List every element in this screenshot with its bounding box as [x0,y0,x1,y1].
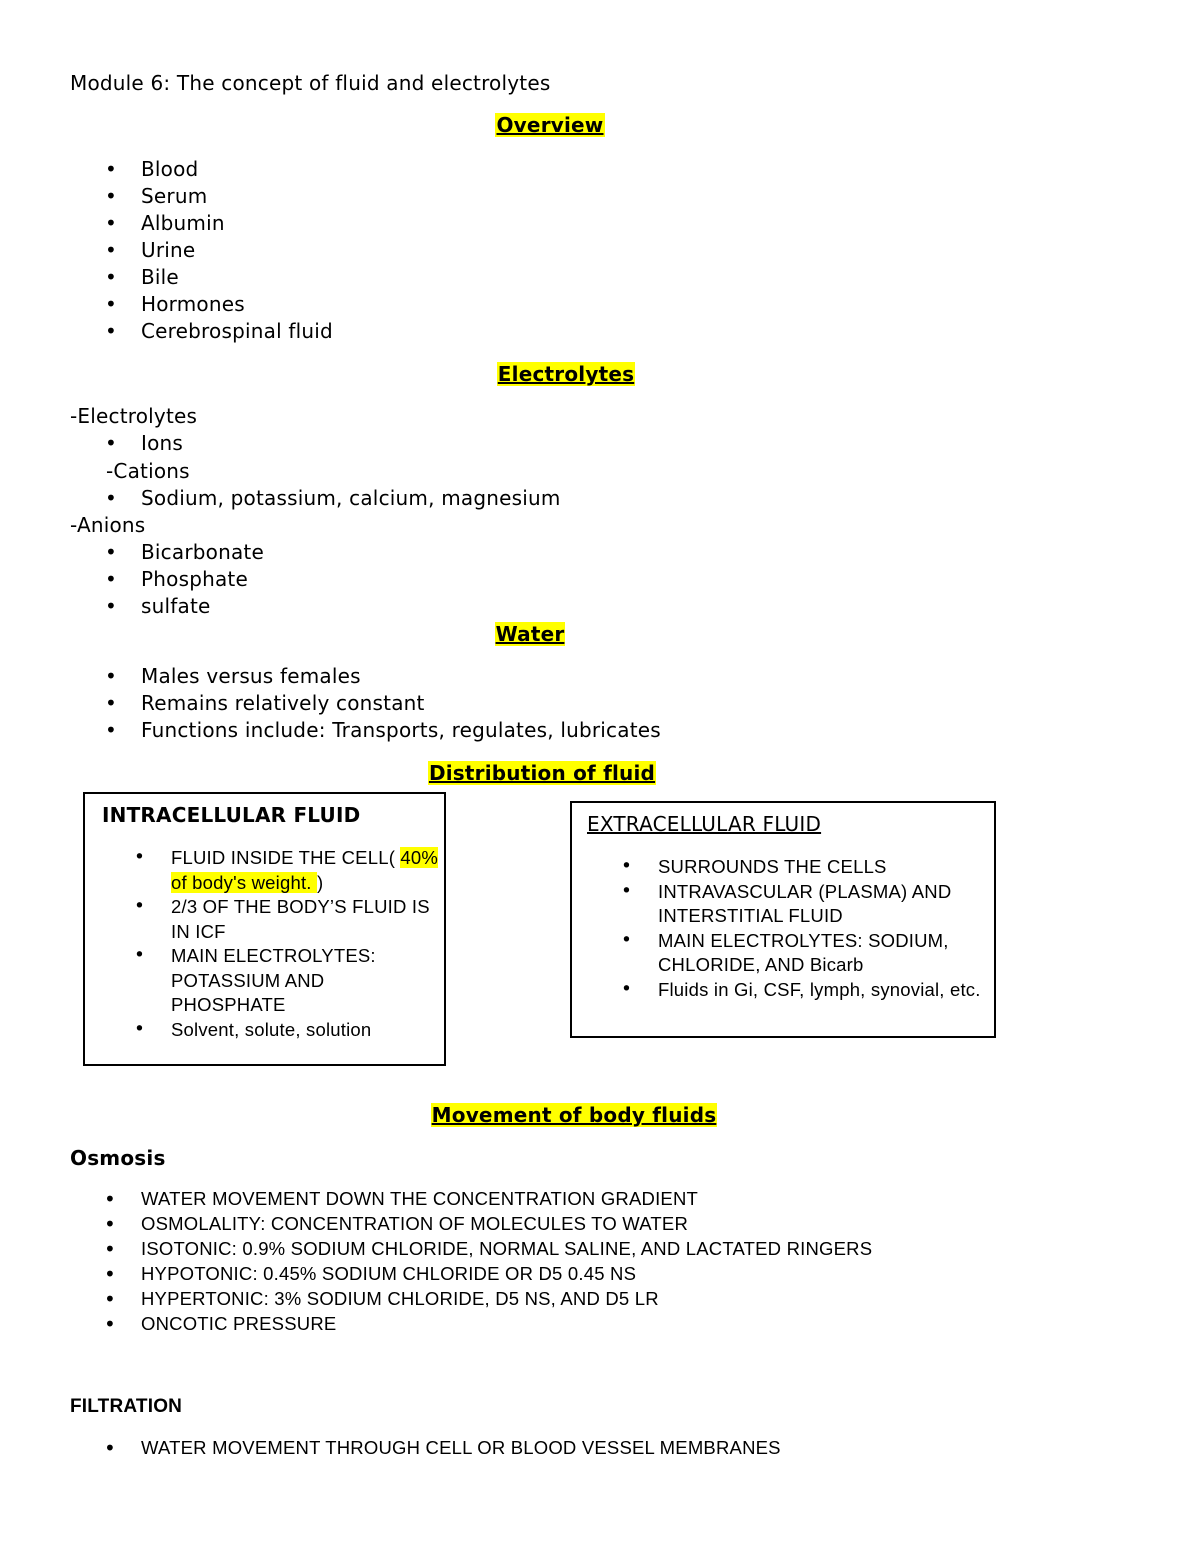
bullet-icon: • [104,1287,116,1311]
bullet-icon: • [105,594,117,618]
list-item: • Urine [105,238,196,262]
filtration-label: FILTRATION [70,1396,183,1417]
list-item: • Bicarbonate [105,540,264,564]
water-heading-wrap [0,620,1130,648]
bullet-icon: • [104,1212,116,1236]
distribution-heading: Distribution of fluid [428,761,656,785]
list-item: • WATER MOVEMENT THROUGH CELL OR BLOOD VESSEL MEMBRANES [104,1436,781,1460]
list-item: • Remains relatively constant [105,691,425,715]
bullet-icon: • [134,896,146,917]
list-item: • Functions include: Transports, regulates, lubricates [105,718,661,742]
cations-label: -Cations [106,459,190,483]
bullet-icon: • [105,292,117,316]
water-heading: Water [495,622,565,646]
list-item: • SURROUNDS THE CELLS [658,855,988,880]
bullet-icon: • [134,945,146,966]
anions-label: -Anions [70,513,146,537]
electrolytes-heading: Electrolytes [497,362,635,386]
osmosis-label: Osmosis [70,1146,166,1170]
bullet-icon: • [621,978,633,1000]
bullet-icon: • [104,1187,116,1211]
list-item: • sulfate [105,594,211,618]
bullet-icon: • [621,880,633,902]
extracellular-fluid-box [570,801,996,1038]
list-item: • MAIN ELECTROLYTES: POTASSIUM AND PHOSPHATE [134,945,376,1015]
electrolytes-heading-wrap [0,360,1166,388]
list-item: • Cerebrospinal fluid [105,319,333,343]
list-item: • Albumin [105,211,225,235]
cations-list [105,485,561,512]
icf-list [134,846,441,1042]
bullet-icon: • [104,1436,116,1460]
bullet-icon: • [104,1237,116,1261]
electrolytes-label: -Electrolytes [70,404,198,428]
list-item: • OSMOLALITY: CONCENTRATION OF MOLECULES TO WATER [104,1212,689,1236]
bullet-icon: • [105,431,117,455]
list-item: • Males versus females [105,664,361,688]
page-title: Module 6: The concept of fluid and electrolytes [70,71,551,95]
bullet-icon: • [621,856,633,877]
ecf-title: EXTRACELLULAR FLUID [587,812,822,836]
movement-heading: Movement of body fluids [431,1103,717,1127]
bullet-icon: • [105,718,117,742]
overview-list [105,156,333,345]
bullet-icon: • [105,664,117,688]
list-item: • Solvent, solute, solution [171,1018,441,1043]
ions-list [105,430,184,457]
overview-heading-wrap [0,111,1150,139]
bullet-icon: • [104,1312,116,1336]
list-item: • WATER MOVEMENT DOWN THE CONCENTRATION GRADIENT [104,1187,699,1211]
bullet-icon: • [105,691,117,715]
distribution-heading-wrap [0,759,1142,787]
list-item: • Ions [105,431,184,455]
movement-heading-wrap [0,1101,1174,1129]
list-item: • ISOTONIC: 0.9% SODIUM CHLORIDE, NORMAL SALINE, AND LACTATED RINGERS [104,1237,873,1261]
bullet-icon: • [134,1018,146,1040]
ecf-list [621,855,988,1002]
intracellular-fluid-box [83,792,446,1066]
icf-title: INTRACELLULAR FLUID [102,803,361,827]
list-item: • 2/3 OF THE BODY’S FLUID IS IN ICF [134,896,430,942]
list-item: • HYPOTONIC: 0.45% SODIUM CHLORIDE OR D5 0.45 NS [104,1262,637,1286]
bullet-icon: • [105,184,117,208]
bullet-icon: • [105,319,117,343]
bullet-icon: • [104,1262,116,1286]
bullet-icon: • [105,157,117,181]
list-item: • FLUID INSIDE THE CELL( 40% of body's weight. ) [134,847,439,893]
bullet-icon: • [105,486,117,510]
anions-list [105,539,264,620]
list-item: • Bile [105,265,179,289]
list-item: • Hormones [105,292,245,316]
list-item: • HYPERTONIC: 3% SODIUM CHLORIDE, D5 NS, AND D5 LR [104,1287,659,1311]
bullet-icon: • [105,567,117,591]
list-item: • ONCOTIC PRESSURE [104,1312,337,1336]
list-item: • Blood [105,157,199,181]
list-item: • INTRAVASCULAR (PLASMA) AND INTERSTITIAL FLUID [621,880,952,926]
list-item: • MAIN ELECTROLYTES: SODIUM, CHLORIDE, AND Bicarb [621,929,949,975]
bullet-icon: • [621,929,633,951]
filtration-list [104,1436,781,1461]
bullet-icon: • [105,540,117,564]
bullet-icon: • [134,847,146,868]
water-list [105,663,661,744]
list-item: • Phosphate [105,567,248,591]
bullet-icon: • [105,211,117,235]
list-item: • Serum [105,184,208,208]
list-item: • Sodium, potassium, calcium, magnesium [105,486,561,510]
bullet-icon: • [105,265,117,289]
bullet-icon: • [105,238,117,262]
list-item: • Fluids in Gi, CSF, lymph, synovial, etc. [658,978,988,1003]
icf-highlight: 40% of body's weight. [171,847,439,893]
osmosis-list [104,1187,873,1337]
overview-heading: Overview [496,113,604,137]
